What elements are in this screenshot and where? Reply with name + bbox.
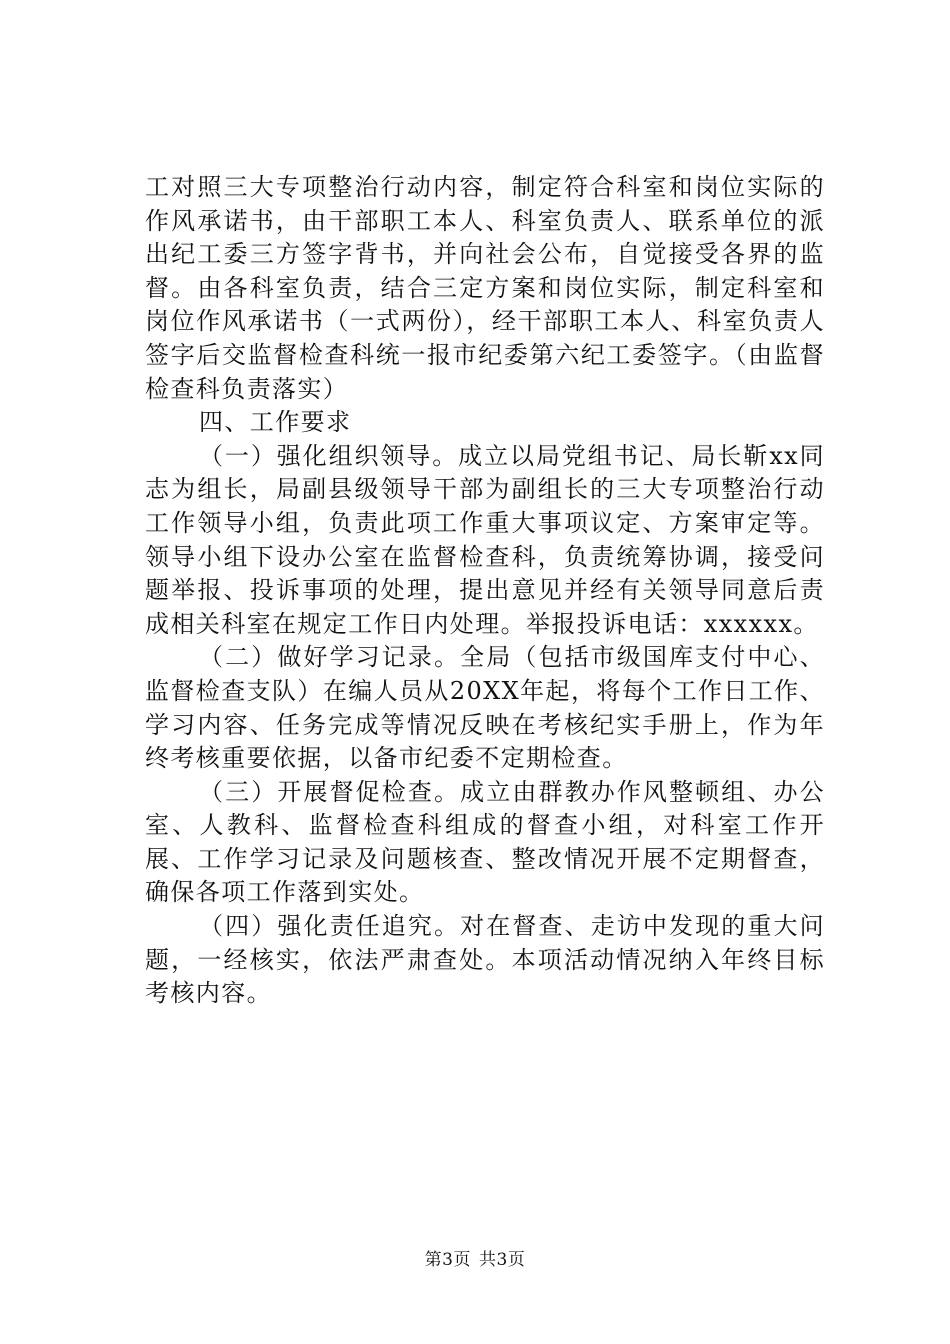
- document-body: [145, 171, 825, 1011]
- paragraph-requirement-1: （一）强化组织领导。成立以局党组书记、局长靳xx同志为组长，局副县级领导干部为副组长的三大专项整治行动工作领导小组，负责此项工作重大事项议定、方案审定等。领导小组下设办公室在监督检查科，负责统筹协调，接受问题举报、投诉事项的处理，提出意见并经有关领导同意后责成相关科室在规定工作日内处理。举报投诉电话：xxxxxx。: [145, 441, 825, 638]
- paragraph-requirement-3: （三）开展督促检查。成立由群教办作风整顿组、办公室、人教科、监督检查科组成的督查小组，对科室工作开展、工作学习记录及问题核查、整改情况开展不定期督查，确保各项工作落到实处。: [145, 777, 825, 907]
- section-heading-work-requirements: 四、工作要求: [199, 408, 352, 437]
- paragraph-commitment-letter: 工对照三大专项整治行动内容，制定符合科室和岗位实际的作风承诺书，由干部职工本人、科室负责人、联系单位的派出纪工委三方签字背书，并向社会公布，自觉接受各界的监督。由各科室负责，结合三定方案和岗位实际，制定科室和岗位作风承诺书（一式两份），经干部职工本人、科室负责人签字后交监督检查科统一报市纪委第六纪工委签字。（由监督检查科负责落实）: [145, 173, 825, 403]
- paragraph-requirement-2: （二）做好学习记录。全局（包括市级国库支付中心、监督检查支队）在编人员从20XX年起，将每个工作日工作、学习内容、任务完成等情况反映在考核纪实手册上，作为年终考核重要依据，以备市纪委不定期检查。: [145, 643, 825, 773]
- page-number: 第3页: [424, 1250, 471, 1270]
- paragraph-requirement-4: （四）强化责任追究。对在督查、走访中发现的重大问题，一经核实，依法严肃查处。本项活动情况纳入年终目标考核内容。: [145, 912, 825, 1008]
- page-total: 共3页: [479, 1250, 526, 1270]
- page-footer: [0, 1245, 950, 1270]
